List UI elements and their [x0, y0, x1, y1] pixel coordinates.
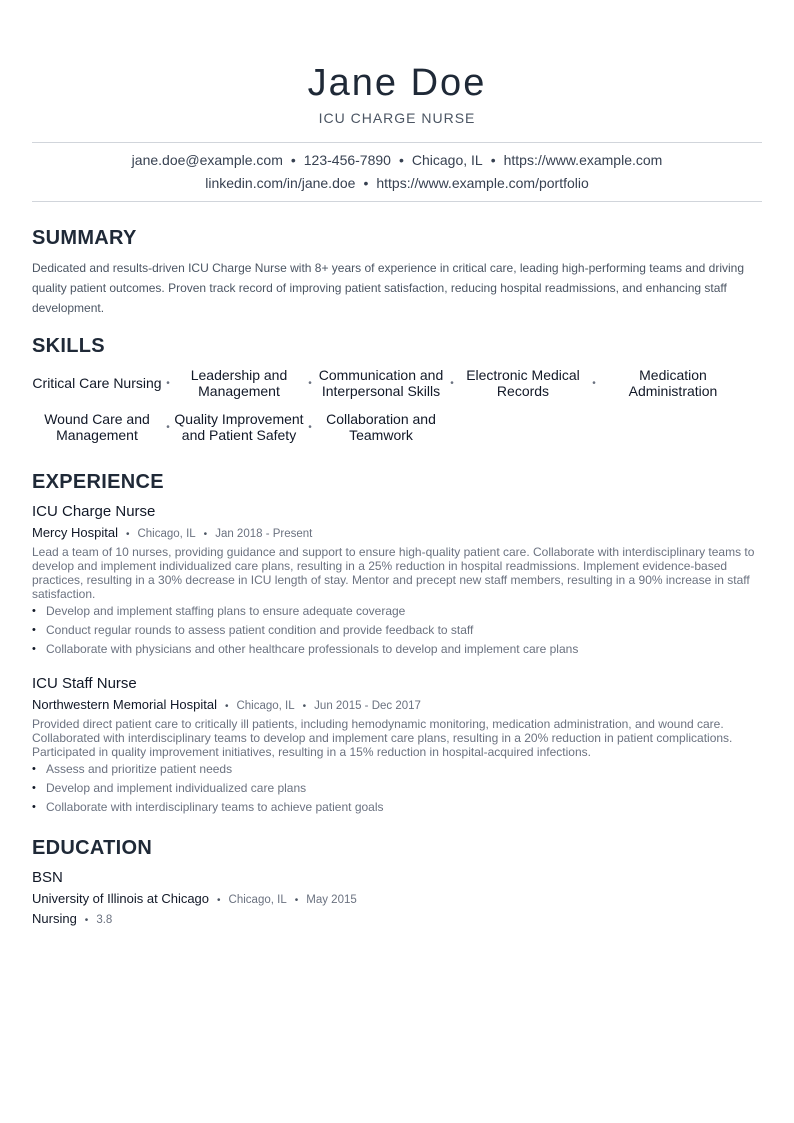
skill-item: Medication Administration: [628, 367, 718, 399]
phone-text: 123-456-7890: [303, 152, 391, 168]
skill-separator: •: [592, 377, 596, 389]
job-dates: Jun 2015 - Dec 2017: [314, 700, 421, 712]
skill-separator: •: [166, 377, 170, 389]
header-divider-bottom: [32, 201, 762, 202]
skill-item: Wound Care and Management: [44, 411, 150, 443]
email-link[interactable]: jane.doe@example.com: [131, 152, 283, 168]
field-meta: [32, 911, 112, 926]
employer-name: Northwestern Memorial Hospital: [32, 697, 217, 712]
field-of-study: Nursing: [32, 911, 77, 926]
skill-separator: •: [166, 421, 170, 433]
list-item: • Assess and prioritize patient needs: [32, 760, 762, 779]
summary-text: Dedicated and results-driven ICU Charge Nurse with 8+ years of experience in critical care, leading high-performing teams and driving quality patient outcomes. Proven track record of improving patient satisfaction, reducing hospital readmissions, and enhancing staff development.: [32, 261, 745, 315]
job-meta: [32, 525, 312, 540]
gpa-value: 3.8: [96, 914, 113, 926]
job-location: Chicago, IL: [137, 528, 196, 540]
skill-separator: •: [308, 421, 312, 433]
candidate-name: Jane Doe: [307, 62, 487, 104]
separator: •: [294, 895, 299, 906]
separator: •: [125, 529, 130, 540]
degree-title: BSN: [32, 869, 63, 886]
separator: •: [84, 915, 89, 926]
education-meta: [32, 891, 357, 906]
education-heading: EDUCATION: [32, 837, 153, 859]
school-location: Chicago, IL: [228, 894, 287, 906]
portfolio-link[interactable]: https://www.example.com/portfolio: [376, 175, 589, 191]
separator: •: [290, 152, 296, 168]
separator: •: [224, 701, 229, 712]
experience-heading: EXPERIENCE: [32, 471, 164, 493]
skill-separator: •: [450, 377, 454, 389]
website-link[interactable]: https://www.example.com: [503, 152, 663, 168]
job-bullet-list: [32, 760, 762, 817]
location-text: Chicago, IL: [411, 152, 483, 168]
separator: •: [302, 701, 307, 712]
school-name: University of Illinois at Chicago: [32, 891, 210, 906]
separator: •: [398, 152, 404, 168]
header-divider-top: [32, 142, 762, 143]
skill-item: Critical Care Nursing: [32, 375, 162, 391]
separator: •: [363, 175, 369, 191]
list-item: • Collaborate with physicians and other healthcare professionals to develop and implement care plans: [32, 640, 762, 659]
job-meta: [32, 697, 421, 712]
contact-line-1: [32, 152, 762, 168]
graduation-date: May 2015: [306, 894, 357, 906]
skills-row-2: [32, 402, 762, 452]
skills-heading: SKILLS: [32, 335, 105, 357]
list-item: • Conduct regular rounds to assess patient condition and provide feedback to staff: [32, 621, 762, 640]
skill-separator: •: [308, 377, 312, 389]
skill-item: Communication and Interpersonal Skills: [318, 367, 444, 399]
separator: •: [203, 529, 208, 540]
skill-item: Quality Improvement and Patient Safety: [174, 411, 304, 443]
skill-item: Collaboration and Teamwork: [326, 411, 436, 443]
skill-item: Leadership and Management: [190, 367, 288, 399]
job-description: Lead a team of 10 nurses, providing guidance and support to ensure high-quality patient care. Collaborate with interdisciplinary teams to develop and implement individualized care plans, resulting in a 25% reduction in hospital readmissions. Implement evidence-based practices, resulting in a 30% decrease in ICU length of stay. Mentor and precept new staff members, resulting in a 90% increase in staff satisfaction.: [32, 545, 755, 601]
candidate-title: ICU CHARGE NURSE: [318, 110, 476, 126]
skills-row-1: [32, 366, 762, 400]
separator: •: [217, 895, 221, 906]
summary-heading: SUMMARY: [32, 227, 137, 249]
skill-item: Electronic Medical Records: [466, 367, 580, 399]
job-title: ICU Charge Nurse: [32, 503, 156, 520]
list-item: • Develop and implement staffing plans to ensure adequate coverage: [32, 602, 762, 621]
contact-line-2: [32, 175, 762, 191]
job-bullet-list: [32, 602, 762, 659]
job-location: Chicago, IL: [236, 700, 295, 712]
list-item: • Develop and implement individualized care plans: [32, 779, 762, 798]
job-title: ICU Staff Nurse: [32, 675, 137, 692]
job-description: Provided direct patient care to critically ill patients, including hemodynamic monitoring, medication administration, and wound care. Collaborated with interdisciplinary teams to develop and implement care plans, resulting in a 20% reduction in patient complications. Participated in quality improvement initiatives, resulting in a 15% reduction in hospital-acquired infections.: [32, 717, 733, 759]
job-dates: Jan 2018 - Present: [215, 528, 313, 540]
linkedin-link[interactable]: linkedin.com/in/jane.doe: [205, 175, 356, 191]
employer-name: Mercy Hospital: [32, 525, 118, 540]
separator: •: [490, 152, 496, 168]
list-item: • Collaborate with interdisciplinary teams to achieve patient goals: [32, 798, 762, 817]
